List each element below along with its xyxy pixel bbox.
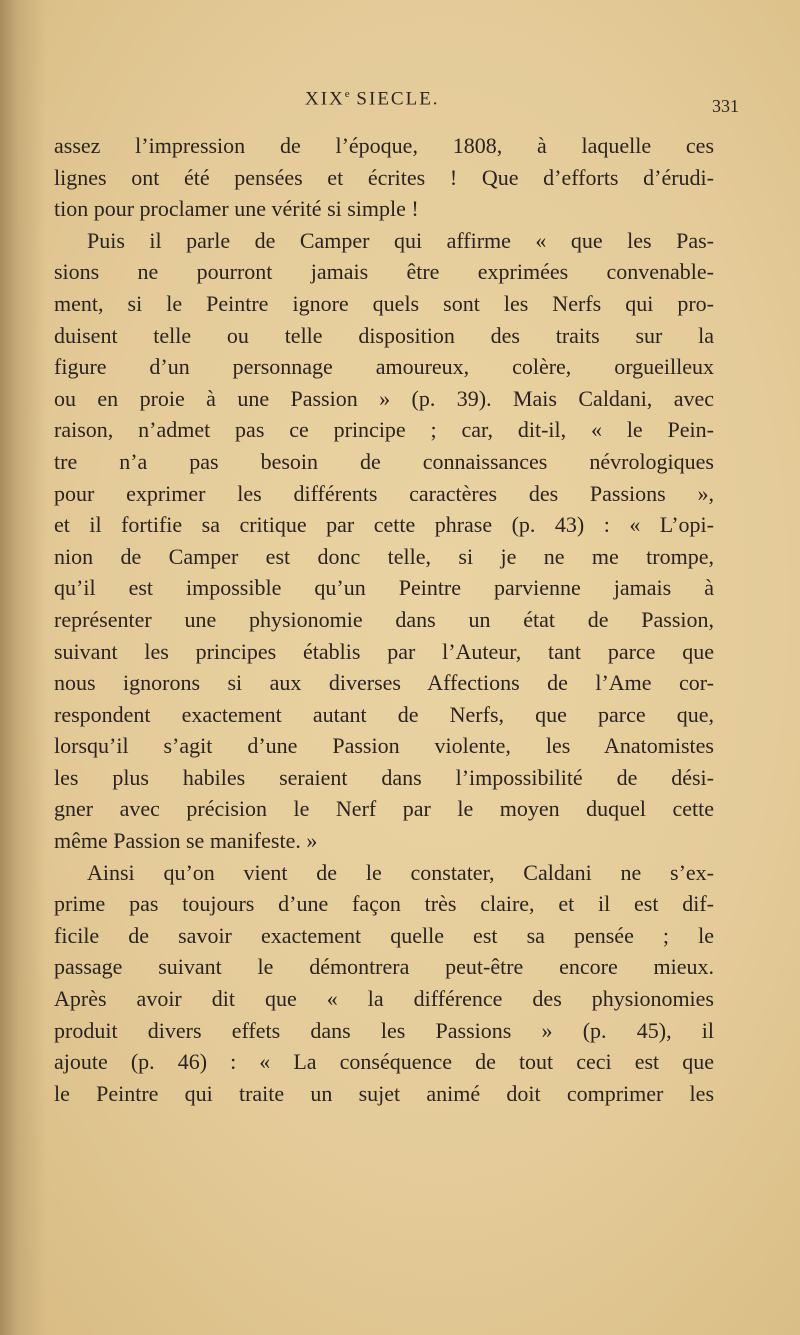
text-line: tre n’a pas besoin de connaissances névrologiques bbox=[54, 448, 714, 474]
text-line: gner avec précision le Nerf par le moyen duquel cette bbox=[54, 796, 714, 822]
text-line: ment, si le Peintre ignore quels sont les Nerfs qui pro- bbox=[54, 290, 714, 316]
text-line: assez l’impression de l’époque, 1808, à laquelle ces bbox=[54, 133, 714, 158]
text-line: ficile de savoir exactement quelle est sa pensée ; le bbox=[54, 922, 714, 948]
text-line: raison, n’admet pas ce principe ; car, dit-il, « le Pein- bbox=[54, 417, 714, 443]
running-title-suffix: SIECLE. bbox=[349, 88, 440, 110]
text-line: tion pour proclamer une vérité si simple ! bbox=[54, 196, 419, 222]
text-line: les plus habiles seraient dans l’impossibilité de dési- bbox=[54, 764, 714, 790]
text-line: nous ignorons si aux diverses Affections de l’Ame cor- bbox=[54, 670, 714, 696]
text-line: lorsqu’il s’agit d’une Passion violente, les Anatomistes bbox=[54, 733, 714, 759]
text-line: ou en proie à une Passion » (p. 39). Mais Caldani, avec bbox=[54, 385, 714, 411]
running-title-prefix: XIX bbox=[305, 88, 345, 110]
spine-shadow bbox=[0, 0, 46, 1335]
text-line: même Passion se manifeste. » bbox=[54, 828, 318, 854]
text-line: passage suivant le démontrera peut-être encore mieux. bbox=[54, 954, 714, 980]
page-number: 331 bbox=[712, 96, 739, 116]
text-line: suivant les principes établis par l’Auteur, tant parce que bbox=[54, 638, 714, 664]
text-line: duisent telle ou telle disposition des traits sur la bbox=[54, 322, 714, 348]
text-line: Ainsi qu’on vient de le constater, Caldani ne s’ex- bbox=[87, 859, 714, 885]
text-line: Puis il parle de Camper qui affirme « que les Pas- bbox=[87, 227, 714, 253]
text-line: respondent exactement autant de Nerfs, que parce que, bbox=[54, 701, 714, 727]
text-line: pour exprimer les différents caractères des Passions », bbox=[54, 480, 714, 506]
text-line: sions ne pourront jamais être exprimées convenable- bbox=[54, 259, 714, 285]
text-line: et il fortifie sa critique par cette phrase (p. 43) : « L’opi- bbox=[54, 512, 714, 538]
text-line: représenter une physionomie dans un état de Passion, bbox=[54, 606, 714, 632]
text-line: produit divers effets dans les Passions » (p. 45), il bbox=[54, 1017, 714, 1043]
text-line: Après avoir dit que « la différence des physionomies bbox=[54, 986, 714, 1012]
body-text bbox=[54, 130, 714, 1109]
text-line: lignes ont été pensées et écrites ! Que d’efforts d’érudi- bbox=[54, 164, 714, 190]
text-line: ajoute (p. 46) : « La conséquence de tout ceci est que bbox=[54, 1049, 714, 1075]
running-title bbox=[305, 88, 440, 110]
text-line: prime pas toujours d’une façon très claire, et il est dif- bbox=[54, 891, 714, 917]
text-line: qu’il est impossible qu’un Peintre parvienne jamais à bbox=[54, 575, 714, 601]
text-line: nion de Camper est donc telle, si je ne me trompe, bbox=[54, 543, 714, 569]
running-title-sup: e bbox=[344, 88, 350, 100]
text-line: figure d’un personnage amoureux, colère, orgueilleux bbox=[54, 354, 714, 380]
text-line: le Peintre qui traite un sujet animé doit comprimer les bbox=[54, 1080, 714, 1106]
